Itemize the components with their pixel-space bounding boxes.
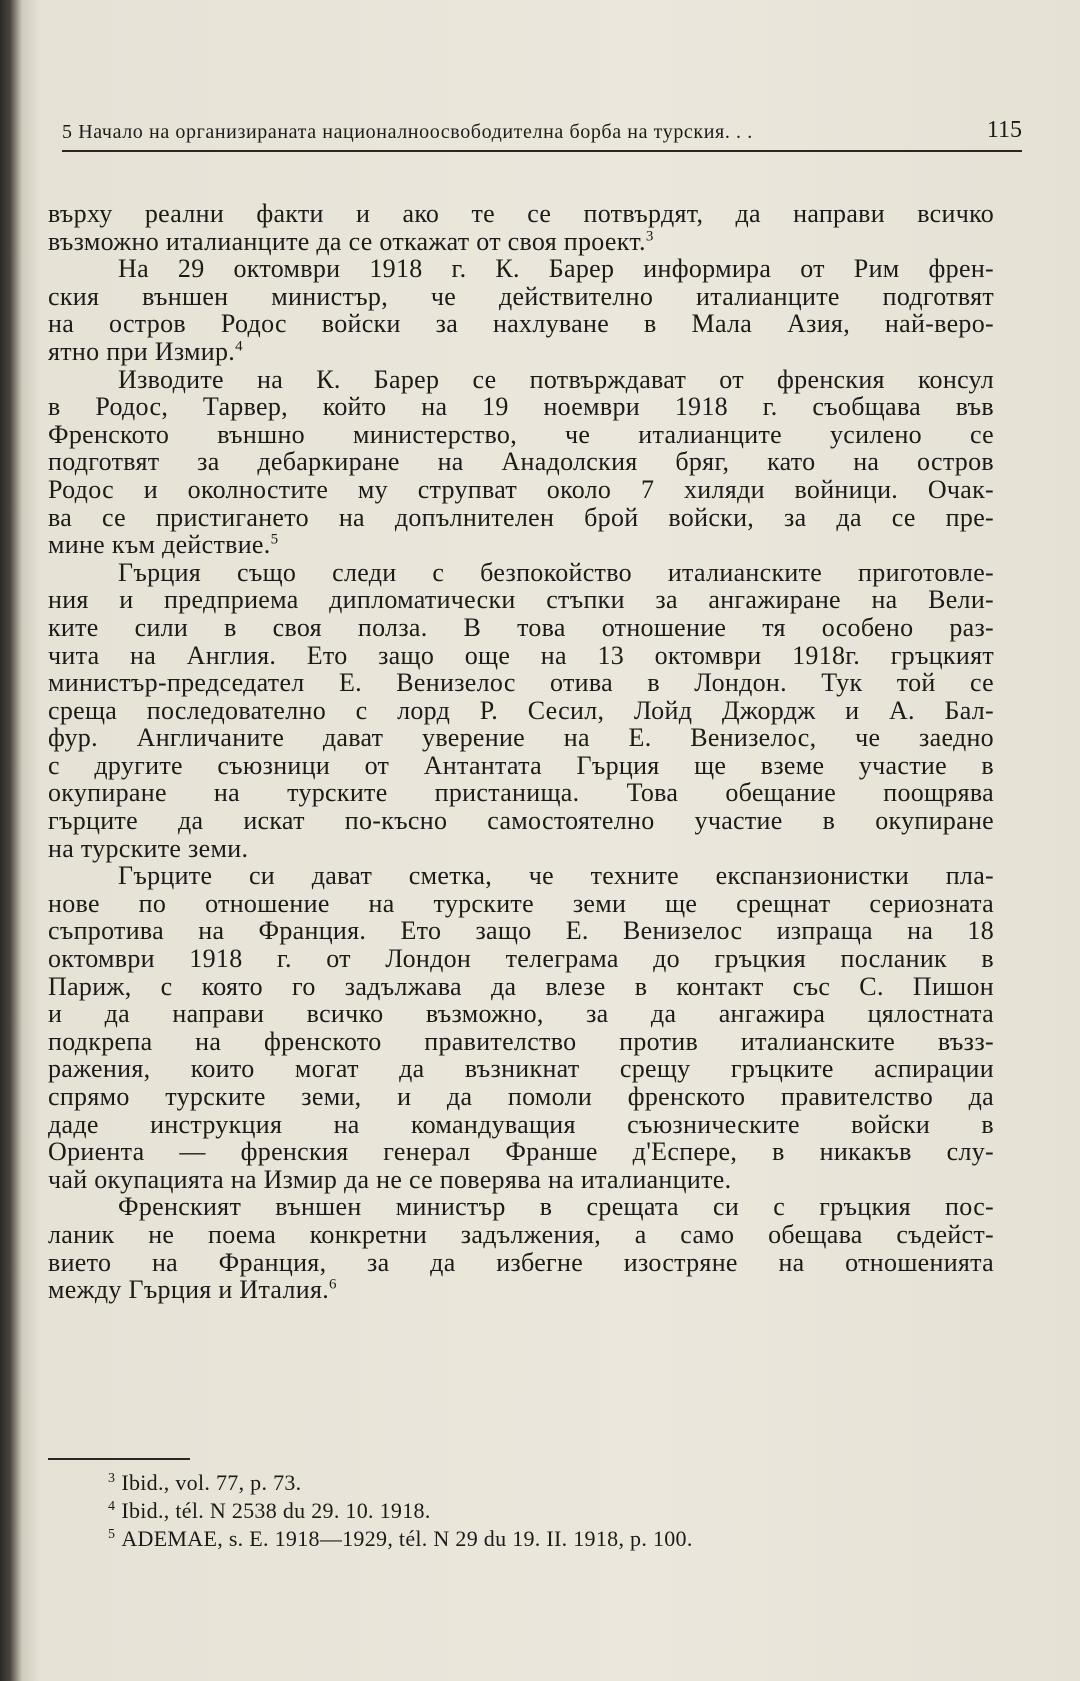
text-line [48,1193,994,1221]
footnote-marker: 6 [329,1276,337,1293]
footnote [108,1525,988,1553]
text-line [48,973,994,1001]
text-line [48,890,994,918]
text-line [48,1276,994,1304]
line-text: ния и предприема дипломатически стъпки за ангажиране на Вели- [48,585,994,615]
line-text: спрямо турските земи, и да помоли френското правителство да [48,1082,994,1111]
text-line [48,697,994,725]
line-text: ките сили в своя полза. В това отношение тя особено раз- [48,612,994,642]
line-text: ятно при Измир. [48,336,236,366]
text-line [48,283,994,311]
footnote-text: Ibid., vol. 77, p. 73. [121,1470,302,1495]
line-text: вието на Франция, за да избегне изостряне на отношенията [48,1247,994,1277]
text-line [48,1138,994,1166]
text-line [48,504,994,532]
paragraph [48,1193,994,1303]
line-text: върху реални факти и ако те се потвърдят, да направи всичко [48,199,994,228]
line-text: ва се пристигането на допълнителен брой войски, за да се пре- [48,502,994,532]
footnote-marker: 3 [645,227,654,244]
text-line [48,779,994,807]
line-text: окупиране на турските пристанища. Това обещание поощрява [48,778,994,808]
text-line [48,1083,994,1111]
running-header [62,108,1022,152]
text-line [48,1249,994,1277]
text-line [48,559,994,587]
text-line [48,200,994,228]
body-text [48,200,994,1304]
page-number: 115 [986,117,1022,143]
line-text: нове по отношение на турските земи ще срещнат сериозната [48,888,994,918]
line-text: октомври 1918 г. от Лондон телеграма до гръцкия посланик в [48,944,994,974]
line-text: На 29 октомври 1918 г. К. Барер информира от Рим френ- [118,254,994,284]
line-text: Родос и околностите му струпват около 7 хиляди войници. Очак- [48,474,994,504]
line-text: съпротива на Франция. Ето защо Е. Венизелос изпраща на 18 [48,916,994,946]
text-line [48,917,994,945]
paragraph [48,366,994,559]
line-text: фур. Англичаните дават уверение на Е. Венизелос, че заедно [48,723,994,753]
footnote-marker: 4 [235,338,243,355]
footnote-text: ADEMAE, s. E. 1918—1929, tél. N 29 du 19. II. 1918, p. 100. [121,1526,693,1551]
footnote [108,1497,988,1525]
text-line [48,724,994,752]
line-text: възможно италианците да се откажат от своя проект. [48,226,646,256]
text-line [48,586,994,614]
line-text: Френското външно министерство, че италианците усилено се [48,419,994,449]
text-line [48,752,994,780]
footnote-number: 5 [108,1526,116,1542]
line-text: подкрепа на френското правителство против италианските възз- [48,1026,994,1056]
line-text: между Гърция и Италия. [48,1275,330,1305]
text-line [48,393,994,421]
text-line [48,421,994,449]
text-line [48,807,994,835]
footnote-number: 4 [108,1498,116,1514]
text-line [48,310,994,338]
line-text: среща последователно с лорд Р. Сесил, Лойд Джордж и А. Бал- [48,695,994,725]
text-line [48,255,994,283]
text-line [48,1028,994,1056]
line-text: министър-председател Е. Венизелос отива в Лондон. Тук той се [48,668,994,698]
line-text: с другите съюзници от Антантата Гърция ще вземе участие в [48,750,994,780]
line-text: на остров Родос войски за нахлуване в Мала Азия, най-веро- [48,309,994,339]
line-text: ражения, които могат да възникнат срещу гръцките аспирации [48,1054,994,1084]
running-title: 5 Начало на организираната националноосвободителна борба на турския. . . [62,121,753,143]
line-text: в Родос, Тарвер, който на 19 ноември 1918 г. съобщава във [48,392,994,422]
text-line [48,338,994,366]
text-line [48,669,994,697]
text-line [48,642,994,670]
footnote [108,1469,988,1497]
text-line [48,228,994,256]
text-line [48,1000,994,1028]
line-text: Френският външен министър в срещата си с гръцкия пос- [118,1192,994,1222]
line-text: на турските земи. [48,833,249,863]
text-line [48,1055,994,1083]
line-text: чай окупацията на Измир да не се поверява на италианците. [48,1164,732,1194]
paragraph [48,559,994,863]
paragraph [48,255,994,365]
text-line [48,614,994,642]
text-line [48,835,994,863]
footnote-number: 3 [108,1470,116,1486]
line-text: и да направи всичко възможно, за да ангажира цялостната [48,999,994,1029]
paragraph [48,862,994,1193]
paragraph [48,200,994,255]
text-line [48,862,994,890]
line-text: ския външен министър, че действително италианците подготвят [48,281,994,311]
line-text: подготвят за дебаркиране на Анадолския бряг, като на остров [48,447,994,477]
line-text: Изводите на К. Барер се потвърждават от френския консул [118,364,994,394]
line-text: ланик не поема конкретни задължения, а само обещава съдейст- [48,1219,994,1249]
text-line [48,476,994,504]
line-text: Париж, с която го задължава да влезе в контакт със С. Пишон [48,971,994,1001]
text-line [48,366,994,394]
line-text: Гърците си дават сметка, че техните експанзионистки пла- [118,861,994,891]
line-text: Ориента — френския генерал Франше д'Еспере, в никакъв слу- [48,1137,994,1167]
text-line [48,531,994,559]
text-line [48,1221,994,1249]
text-line [48,1111,994,1139]
line-text: гърците да искат по-късно самостоятелно участие в окупиране [48,806,994,836]
line-text: мине към действие. [48,530,271,560]
line-text: чита на Англия. Ето защо още на 13 октомври 1918г. гръцкият [48,640,994,670]
footnote-marker: 5 [270,531,279,548]
text-line [48,448,994,476]
text-line [48,945,994,973]
footnote-text: Ibid., tél. N 2538 du 29. 10. 1918. [121,1498,431,1523]
text-line [48,1166,994,1194]
line-text: Гърция също следи с безпокойство италианските приготовле- [118,557,994,587]
line-text: даде инструкция на командуващия съюзническите войски в [48,1109,994,1139]
footnotes [108,1469,988,1553]
footnote-divider [48,1458,190,1460]
